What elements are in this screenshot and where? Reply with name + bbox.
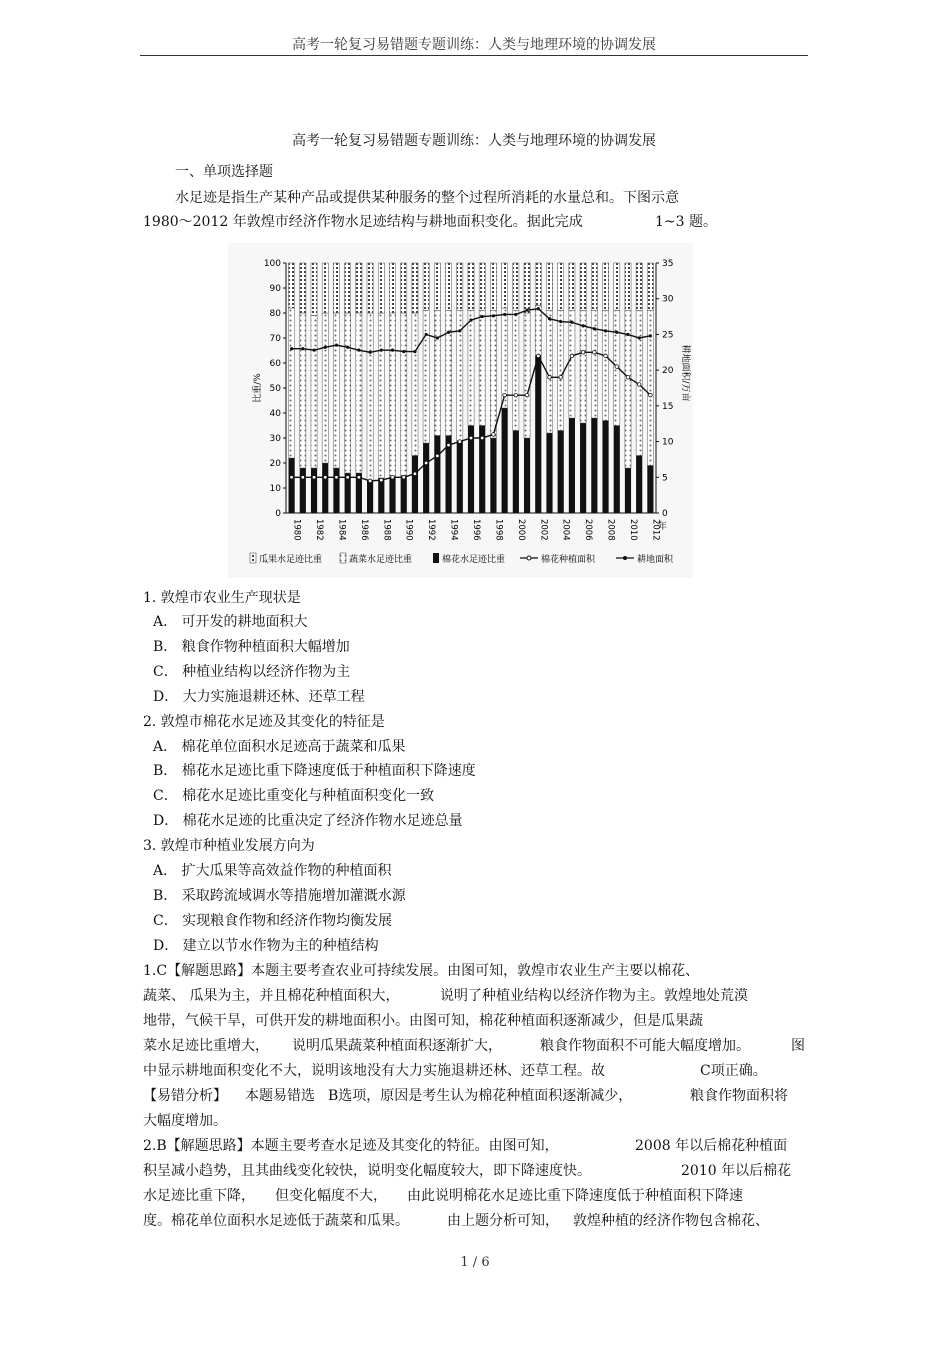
bar-cotton-1981	[300, 468, 306, 513]
answer-2-line-3b: 但变化幅度不大，	[275, 1188, 387, 1204]
left-tick-label-50: 50	[269, 384, 281, 394]
cotton-area-point-2012	[649, 393, 653, 397]
farmland-area-point-2007	[593, 327, 596, 330]
bar-vegetable-1984	[333, 313, 339, 468]
answer-1-line-6a: 【易错分析】	[143, 1088, 227, 1104]
cotton-area-point-2001	[525, 393, 529, 397]
farmland-area-point-1989	[391, 349, 394, 352]
answer-2-line-3c: 由此说明棉花水足迹比重下降速度低于种植面积下降速	[407, 1188, 743, 1204]
cotton-area-point-1998	[492, 433, 496, 437]
farmland-area-point-1987	[368, 351, 371, 354]
answer-2-line-2a: 积呈减小趋势，且其曲线变化较快，说明变化幅度较大，即下降速度快。	[143, 1163, 591, 1179]
answer-1-line-6d: 粮食作物面积将	[690, 1088, 788, 1104]
left-tick-label-80: 80	[269, 309, 281, 319]
bar-cotton-1995	[457, 441, 463, 514]
bar-cotton-1989	[389, 478, 395, 513]
cotton-area-point-2006	[581, 350, 585, 354]
bar-vegetable-2004	[558, 311, 564, 431]
x-tick-label-1992: 1992	[426, 519, 437, 541]
question-1-option-d: D． 大力实施退耕还林、还草工程	[153, 689, 365, 705]
right-axis-title: 耕地面积/万亩	[680, 344, 690, 402]
bar-vegetable-1996	[468, 311, 474, 426]
answer-1-line-4a: 菜水足迹比重增大，	[143, 1038, 269, 1054]
bar-vegetable-2012	[647, 311, 653, 466]
farmland-area-point-1992	[425, 333, 428, 336]
answer-2-line-4b: 由上题分析可知，	[447, 1213, 559, 1229]
answer-1-line-5a: 中显示耕地面积变化不大，说明该地没有大力实施退耕还林、还草工程。故	[143, 1063, 605, 1079]
left-tick-label-40: 40	[269, 409, 281, 419]
bar-cotton-2007	[591, 418, 597, 513]
bar-cotton-1999	[502, 408, 508, 513]
bar-vegetable-1981	[300, 313, 306, 468]
cotton-area-point-1983	[323, 475, 327, 479]
x-tick-label-1990: 1990	[403, 519, 414, 541]
bar-cotton-2006	[580, 423, 586, 513]
legend-label-1: 蔬菜水足迹比重	[349, 555, 413, 565]
cotton-area-point-2004	[559, 375, 563, 379]
bar-cotton-2002	[535, 356, 541, 514]
left-tick-label-90: 90	[269, 284, 281, 294]
bar-melon-1996	[468, 263, 474, 311]
bar-melon-1992	[423, 263, 429, 311]
cotton-area-point-1992	[424, 461, 428, 465]
farmland-area-point-1984	[335, 344, 338, 347]
page-number: 1 / 6	[460, 1255, 490, 1270]
document-title: 高考一轮复习易错题专题训练：人类与地理环境的协调发展	[292, 133, 656, 149]
right-tick-label-5: 5	[662, 473, 668, 484]
bar-vegetable-1993	[434, 311, 440, 436]
bar-cotton-1984	[333, 468, 339, 513]
bar-cotton-1988	[378, 478, 384, 513]
x-tick-label-1982: 1982	[314, 519, 325, 541]
answer-2-line-4c: 敦煌种植的经济作物包含棉花、	[573, 1213, 769, 1229]
intro-line-2a: 1980～2012 年敦煌市经济作物水足迹结构与耕地面积变化。据此完成	[143, 214, 583, 230]
question-2-option-a: A． 棉花单位面积水足迹高于蔬菜和瓜果	[153, 739, 406, 755]
bar-cotton-1992	[423, 443, 429, 513]
bar-cotton-1998	[490, 438, 496, 513]
answer-1-line-3: 地带，气候干旱，可供开发的耕地面积小。由图可知，棉花种植面积逐渐减少，但是瓜果蔬	[143, 1013, 703, 1029]
answer-2-line-1b: 2008 年以后棉花种植面	[635, 1138, 788, 1154]
farmland-area-point-1999	[503, 313, 506, 316]
bar-melon-1990	[401, 263, 407, 313]
cotton-area-point-2002	[536, 354, 540, 358]
bar-cotton-2003	[546, 433, 552, 513]
farmland-area-point-1988	[380, 349, 383, 352]
cotton-area-point-2011	[637, 383, 641, 387]
legend-label-4: 耕地面积	[637, 555, 674, 565]
bar-vegetable-2008	[602, 311, 608, 421]
right-tick-label-35: 35	[662, 259, 674, 269]
cotton-area-point-1991	[413, 472, 417, 476]
cotton-area-point-1995	[458, 440, 462, 444]
cotton-area-point-2009	[615, 365, 619, 369]
farmland-area-point-1995	[458, 329, 461, 332]
answer-2-line-3a: 水足迹比重下降，	[143, 1188, 255, 1204]
question-1-option-c: C． 种植业结构以经济作物为主	[153, 664, 351, 680]
bar-melon-2004	[558, 263, 564, 311]
x-tick-label-1988: 1988	[381, 519, 392, 541]
x-tick-label-2002: 2002	[538, 519, 549, 541]
bar-vegetable-1994	[445, 311, 451, 436]
bar-vegetable-2005	[569, 311, 575, 419]
farmland-area-point-1983	[324, 346, 327, 349]
x-tick-label-1984: 1984	[336, 519, 347, 541]
left-tick-label-0: 0	[275, 509, 281, 519]
cotton-area-point-1990	[402, 475, 406, 479]
farmland-area-point-2012	[649, 334, 652, 337]
bar-melon-1985	[345, 263, 351, 313]
cotton-area-point-2007	[593, 350, 597, 354]
bar-vegetable-2002	[535, 306, 541, 356]
bar-melon-2003	[546, 263, 552, 311]
answer-1-line-4d: 图	[791, 1038, 805, 1054]
bar-melon-1987	[367, 263, 373, 313]
legend-label-0: 瓜果水足迹比重	[259, 555, 323, 565]
legend-marker-farmland	[623, 556, 627, 560]
x-tick-label-2010: 2010	[627, 519, 638, 541]
farmland-area-point-2011	[638, 336, 641, 339]
x-tick-label-2006: 2006	[583, 519, 594, 541]
bar-vegetable-1980	[289, 308, 295, 458]
farmland-area-point-1990	[402, 350, 405, 353]
bar-vegetable-1987	[367, 313, 373, 481]
cotton-area-point-2008	[604, 354, 608, 358]
right-tick-label-30: 30	[662, 294, 674, 305]
answer-1-line-4b: 说明瓜果蔬菜种植面积逐渐扩大，	[292, 1038, 502, 1054]
x-tick-label-2004: 2004	[560, 519, 571, 541]
section-heading: 一、单项选择题	[175, 164, 273, 180]
bar-melon-2005	[569, 263, 575, 311]
x-tick-label-1996: 1996	[471, 519, 481, 541]
cotton-area-point-1999	[503, 393, 507, 397]
cotton-area-point-1981	[301, 475, 305, 479]
bar-melon-2009	[614, 263, 620, 311]
x-unit-label: 年	[658, 522, 668, 532]
farmland-area-point-1986	[357, 349, 360, 352]
bar-cotton-2000	[513, 431, 519, 514]
answer-1-line-5b: C项正确。	[700, 1063, 767, 1079]
farmland-area-point-1991	[413, 350, 416, 353]
cotton-area-point-1987	[368, 479, 372, 483]
x-tick-label-2012: 2012	[650, 519, 661, 541]
legend-label-2: 棉花水足迹比重	[442, 555, 506, 565]
farmland-area-point-2005	[570, 321, 573, 324]
bar-melon-1997	[479, 263, 485, 311]
bar-melon-2007	[591, 263, 597, 311]
bar-cotton-2011	[636, 456, 642, 514]
farmland-area-point-1980	[290, 347, 293, 350]
left-tick-label-60: 60	[269, 359, 281, 369]
bar-cotton-2004	[558, 431, 564, 514]
bar-melon-2008	[602, 263, 608, 311]
bar-vegetable-1990	[401, 313, 407, 476]
bar-melon-1982	[311, 263, 317, 316]
bar-cotton-1991	[412, 456, 418, 514]
bar-cotton-1990	[401, 476, 407, 514]
cotton-area-point-2000	[514, 393, 518, 397]
farmland-area-point-1985	[346, 346, 349, 349]
bar-melon-2002	[535, 263, 541, 306]
answer-1-line-1: 1.C【解题思路】本题主要考查农业可持续发展。由图可知，敦煌市农业生产主要以棉花、	[143, 963, 700, 979]
answer-1-line-2a: 蔬菜、 瓜果为主，并且棉花种植面积大，	[143, 988, 400, 1004]
question-1-stem: 1. 敦煌市农业生产现状是	[143, 590, 301, 606]
farmland-area-point-2000	[514, 313, 517, 316]
bar-melon-1994	[445, 263, 451, 311]
farmland-area-point-2009	[615, 331, 618, 334]
bar-melon-2012	[647, 263, 653, 311]
question-3-option-d: D． 建立以节水作物为主的种植结构	[153, 938, 379, 954]
bar-cotton-2001	[524, 438, 530, 513]
left-tick-label-30: 30	[269, 434, 281, 444]
answer-1-line-2b: 说明了种植业结构以经济作物为主。敦煌地处荒漠	[440, 988, 748, 1004]
bar-cotton-2008	[602, 421, 608, 514]
cotton-area-point-1993	[436, 454, 440, 458]
right-tick-label-20: 20	[662, 366, 674, 377]
farmland-area-point-2001	[525, 309, 528, 312]
cotton-area-point-1989	[391, 475, 395, 479]
cotton-area-point-1994	[447, 443, 451, 447]
legend-swatch-cotton	[433, 553, 439, 563]
farmland-area-point-2006	[582, 324, 585, 327]
bar-melon-1981	[300, 263, 306, 313]
question-1-option-a: A． 可开发的耕地面积大	[153, 614, 308, 630]
bar-cotton-2009	[614, 426, 620, 514]
left-tick-label-70: 70	[269, 334, 281, 344]
bar-melon-1991	[412, 263, 418, 313]
bar-melon-1988	[378, 263, 384, 313]
bar-melon-1995	[457, 263, 463, 311]
question-2-option-b: B． 棉花水足迹比重下降速度低于种植面积下降速度	[153, 763, 476, 779]
left-axis-title: 比重/%	[253, 373, 263, 403]
cotton-area-point-1996	[469, 436, 473, 440]
answer-1-line-6b: 本题易错选	[245, 1088, 315, 1104]
bar-vegetable-1986	[356, 313, 362, 473]
farmland-area-point-1993	[436, 336, 439, 339]
bar-melon-1986	[356, 263, 362, 313]
answer-2-line-2b: 2010 年以后棉花	[681, 1163, 792, 1179]
x-tick-label-1980: 1980	[291, 519, 302, 541]
left-tick-label-20: 20	[269, 459, 281, 469]
bar-melon-2006	[580, 263, 586, 311]
question-3-option-a: A． 扩大瓜果等高效益作物的种植面积	[153, 863, 392, 879]
bar-melon-1999	[502, 263, 508, 308]
x-tick-label-1986: 1986	[358, 519, 369, 541]
bar-vegetable-1985	[345, 313, 351, 473]
left-tick-label-10: 10	[269, 484, 281, 494]
bar-melon-2010	[625, 263, 631, 311]
right-tick-label-25: 25	[662, 330, 674, 341]
bar-vegetable-1988	[378, 313, 384, 478]
bar-vegetable-1989	[389, 313, 395, 478]
cotton-area-point-1986	[357, 475, 361, 479]
bar-melon-2001	[524, 263, 530, 313]
bar-vegetable-1997	[479, 311, 485, 426]
running-header: 高考一轮复习易错题专题训练：人类与地理环境的协调发展	[292, 37, 656, 53]
farmland-area-point-1996	[469, 319, 472, 322]
bar-cotton-2012	[647, 466, 653, 514]
cotton-area-point-1988	[380, 478, 384, 482]
question-1-option-b: B． 粮食作物种植面积大幅增加	[153, 639, 350, 655]
farmland-area-point-2008	[604, 329, 607, 332]
answer-1-line-7: 大幅度增加。	[143, 1113, 227, 1129]
bar-cotton-2005	[569, 418, 575, 513]
bar-vegetable-2001	[524, 313, 530, 438]
chart-svg	[228, 243, 693, 578]
bar-melon-1980	[289, 263, 295, 308]
bar-melon-2011	[636, 263, 642, 311]
question-2-option-d: D． 棉花水足迹的比重决定了经济作物水足迹总量	[153, 813, 463, 829]
cotton-area-point-2005	[570, 354, 574, 358]
bar-vegetable-1991	[412, 313, 418, 456]
x-tick-label-2008: 2008	[605, 519, 616, 541]
farmland-area-point-1982	[312, 349, 315, 352]
cotton-area-point-1984	[335, 475, 339, 479]
bar-vegetable-1982	[311, 316, 317, 469]
left-tick-label-100: 100	[263, 259, 281, 269]
farmland-area-point-1998	[492, 314, 495, 317]
right-tick-label-10: 10	[662, 437, 674, 448]
right-tick-label-15: 15	[662, 401, 674, 412]
farmland-area-point-2003	[548, 317, 551, 320]
bar-cotton-1980	[289, 458, 295, 513]
bar-melon-1998	[490, 263, 496, 311]
bar-melon-1989	[389, 263, 395, 313]
intro-line-2b: 1~3 题。	[655, 214, 717, 230]
farmland-area-point-2010	[626, 333, 629, 336]
cotton-area-point-1980	[290, 475, 294, 479]
bar-vegetable-2007	[591, 311, 597, 419]
bar-melon-1983	[322, 263, 328, 313]
legend-label-3: 棉花种植面积	[541, 555, 596, 565]
farmland-area-point-1994	[447, 331, 450, 334]
question-3-option-b: B． 采取跨流域调水等措施增加灌溉水源	[153, 888, 406, 904]
farmland-area-point-1981	[301, 347, 304, 350]
header-rule	[140, 55, 808, 56]
bar-melon-1993	[434, 263, 440, 311]
answer-1-line-4c: 粮食作物面积不可能大幅度增加。	[540, 1038, 750, 1054]
question-3-stem: 3. 敦煌市种植业发展方向为	[143, 838, 315, 854]
bar-vegetable-1998	[490, 311, 496, 439]
water-footprint-chart	[228, 243, 693, 578]
bar-cotton-1993	[434, 436, 440, 514]
bar-cotton-1987	[367, 481, 373, 514]
farmland-area-point-1997	[481, 315, 484, 318]
legend-swatch-melon	[250, 553, 256, 563]
x-tick-label-2000: 2000	[515, 519, 526, 541]
right-tick-label-0: 0	[662, 509, 668, 519]
legend-marker-cotton-area	[527, 556, 531, 560]
farmland-area-point-2004	[559, 320, 562, 323]
bar-vegetable-1992	[423, 311, 429, 444]
farmland-area-point-2002	[537, 307, 540, 310]
answer-2-line-4a: 度。棉花单位面积水足迹低于蔬菜和瓜果。	[143, 1213, 409, 1229]
question-2-stem: 2. 敦煌市棉花水足迹及其变化的特征是	[143, 714, 385, 730]
x-tick-label-1994: 1994	[448, 519, 459, 541]
bar-vegetable-2000	[513, 311, 519, 431]
bar-cotton-1982	[311, 468, 317, 513]
answer-2-line-1a: 2.B【解题思路】本题主要考查水足迹及其变化的特征。由图可知，	[143, 1138, 559, 1154]
bar-cotton-2010	[625, 468, 631, 513]
legend-swatch-vegetable	[340, 553, 346, 563]
answer-1-line-6c: B选项，原因是考生认为棉花种植面积逐渐减少，	[328, 1088, 633, 1104]
question-2-option-c: C． 棉花水足迹比重变化与种植面积变化一致	[153, 788, 435, 804]
cotton-area-point-1997	[480, 436, 484, 440]
bar-cotton-1983	[322, 463, 328, 513]
cotton-area-point-2003	[548, 375, 552, 379]
x-tick-label-1998: 1998	[493, 519, 504, 541]
intro-line-1: 水足迹是指生产某种产品或提供某种服务的整个过程所消耗的水量总和。下图示意	[175, 190, 679, 206]
question-3-option-c: C． 实现粮食作物和经济作物均衡发展	[153, 913, 393, 929]
cotton-area-point-1982	[312, 475, 316, 479]
bar-melon-1984	[333, 263, 339, 313]
bar-vegetable-1983	[322, 313, 328, 463]
cotton-area-point-2010	[626, 375, 630, 379]
cotton-area-point-1985	[346, 475, 350, 479]
bar-melon-2000	[513, 263, 519, 311]
